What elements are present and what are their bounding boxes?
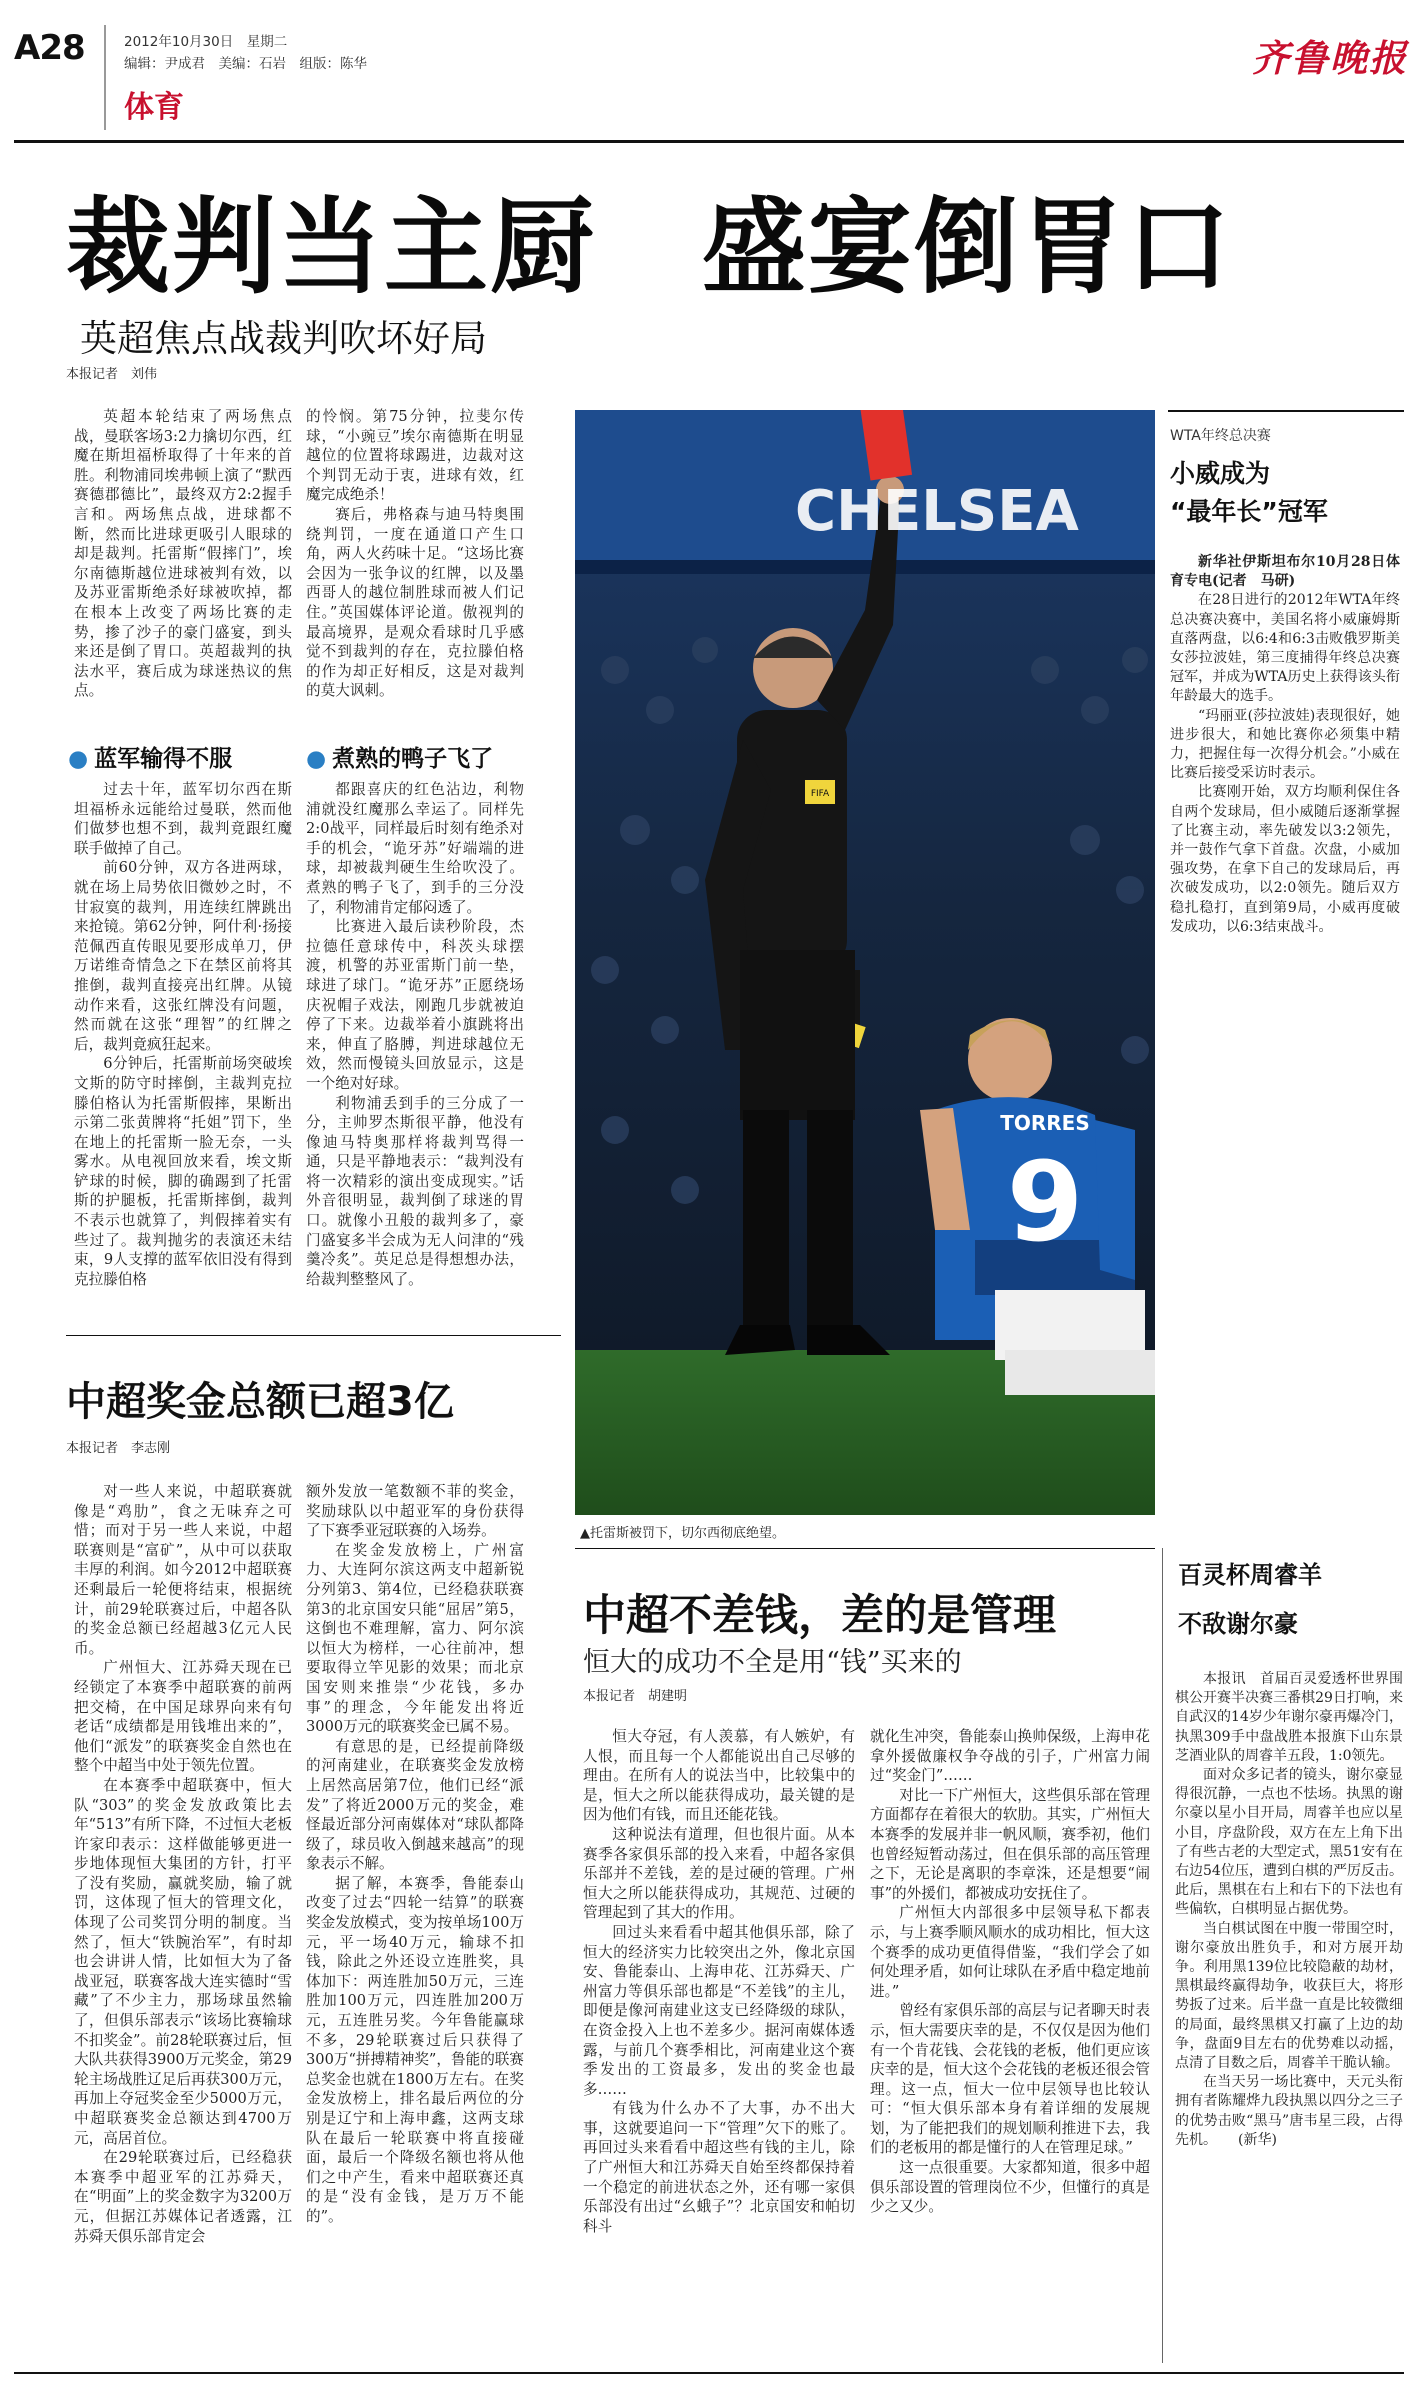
paragraph: 据了解，本赛季，鲁能泰山改变了过去“四轮一结算”的联赛奖金发放模式，变为按单场100万元，平一场40万元，输球不扣钱，除此之外还设立连胜奖，具体加下：两连胜加50万元，三连胜加100万元，四连胜加200万元，五连胜另奖。今年鲁能赢球不多，29轮联赛过后只获得了300万“拼搏精神奖”，鲁能的联赛总奖金也就在1800万左右。在奖金发放榜上，排名最后两位的分别是辽宁和上海申鑫，这两支球队在最后一轮联赛中将直接碰面，最后一个降级名额也将从他们之中产生，看来中超联赛还真的是“没有金钱，是万万不能的”。 [306,1874,524,2225]
wta-top-rule [1168,410,1404,412]
stadium-banner: CHELSEA [795,479,1079,544]
paragraph: 额外发放一笔数额不菲的奖金，奖励球队以中超亚军的身份获得了下赛季亚冠联赛的入场券。 [306,1483,524,1540]
svg-text:FIFA: FIFA [810,789,830,799]
dateline: 新华社伊斯坦布尔10月28日体育专电(记者 马研) [1170,554,1400,590]
paragraph: 广州恒大、江苏舜天现在已经锁定了本赛季中超联赛的前两把交椅，在中国足球界向来有句老话“成绩都是用钱堆出来的”，他们“派发”的联赛奖金自然也在整个中超当中处于领先位置。 [74,1659,292,1775]
paragraph: 对比一下广州恒大，这些俱乐部在管理方面都存在着很大的软肋。其实，广州恒大本赛季的发展并非一帆风顺，赛季初，他们也曾经短暂动荡过，但在俱乐部的高压管理之下，无论是离职的李章洙，还是想要“闹事”的外援们，都被成功安抚住了。 [870,1786,1150,1902]
mgmt-subtitle: 恒大的成功不全是用“钱”买来的 [583,1647,962,1678]
paragraph: 在本赛季中超联赛中，恒大队“303”的奖金发放政策比去年“513”有所下降，不过恒大老板许家印表示：这样做能够更进一步地体现恒大集团的方针，打平了没有奖励，赢就奖励，输了就罚，这体现了恒大的管理文化，体现了公司奖罚分明的制度。当然了，恒大“铁腕治军”，有时却也会讲讲人情，比如恒大为了备战亚冠，联赛客战大连实德时“雪藏”了不少主力，那场球虽然输了，但俱乐部表示“该场比赛输球不扣奖金”。前28轮联赛过后，恒大队共获得3900万元奖金，第29轮主场战胜辽足后再获300万元，再加上夺冠奖金至少5000万元，中超联赛奖金总额达到4700万元，高居首位。 [74,1776,292,2147]
wta-title-line-2: “最年长”冠军 [1170,497,1328,526]
paragraph: 的怜悯。第75分钟，拉斐尔传球，“小豌豆”埃尔南德斯在明显越位的位置将球踢进，边裁对这个判罚无动于衷，进球有效，红魔完成绝杀！ [306,408,524,504]
bullet-icon: ● [306,746,327,772]
wta-title-line-1: 小威成为 [1170,459,1271,488]
csl-column-2 [306,1482,524,2362]
paragraph: 对一些人来说，中超联赛就像是“鸡肋”，食之无味弃之可惜；而对于另一些人来说，中超联赛则是“富矿”，从中可以获取丰厚的利润。如今2012中超联赛还剩最后一轮便将结束，根据统计，前29轮联赛过后，中超各队的奖金总额已经超越3亿元人民币。 [74,1483,292,1657]
paragraph: 面对众多记者的镜头，谢尔豪显得很沉静，一点也不怯场。执黑的谢尔豪以星小目开局，周睿羊也应以星小目，序盘阶段，双方在左上角下出了有些古老的大型定式，黑51安有在右边54位压，遭到白棋的严厉反击。此后，黑棋在右上和右下的下法也有些偏软，白棋明显占据优势。 [1175,1767,1403,1918]
paragraph: 当白棋试图在中腹一带围空时，谢尔豪放出胜负手，和对方展开劫争。利用黑139位比较隐蔽的劫材，黑棋最终赢得劫争，收获巨大，将形势扳了过来。后半盘一直是比较微细的局面，最终黑棋又打赢了上边的劫争，盘面9目左右的优势难以动摇，点清了目数之后，周睿羊干脆认输。 [1175,1920,1403,2072]
mgmt-title: 中超不差钱，差的是管理 [583,1591,1056,1641]
issue-date: 2012年10月30日 星期二 [124,34,288,50]
mgmt-divider [575,1548,1155,1549]
match-photo [575,410,1155,1515]
paragraph: 前60分钟，双方各进两球，就在场上局势依旧微妙之时，不甘寂寞的裁判，用连续红牌跳出来抢镜。第62分钟，阿什利·扬接范佩西直传眼见要形成单刀，伊万诺维奇情急之下在禁区前将其推倒，裁判直接亮出红牌。从镜动作来看，这张红牌没有问题，然而就在这张“理智”的红牌之后，裁判竟疯狂起来。 [74,859,292,1053]
brand-logo: 齐鲁晚报 [1252,36,1408,80]
wta-kicker: WTA年终总决赛 [1170,428,1271,444]
lead-section-1-text [74,780,292,1323]
editor-credits: 编辑：尹成君 美编：石岩 组版：陈华 [124,56,367,72]
paragraph: 英超本轮结束了两场焦点战，曼联客场3:2力擒切尔西，红魔在斯坦福桥取得了十年来的首胜。利物浦同埃弗顿上演了“默西赛德郡德比”，最终双方2:2握手言和。两场焦点战，进球都不断，然而比进球更吸引人眼球的却是裁判。托雷斯“假摔门”，埃尔南德斯越位进球被判有效，以及苏亚雷斯绝杀好球被吹掉，都在根本上改变了两场比赛的走势，掺了沙子的豪门盛宴，到头来还是倒了胃口。英超裁判的执法水平，赛后成为球迷热议的焦点。 [74,408,292,700]
paragraph: 这一点很重要。大家都知道，很多中超俱乐部设置的管理岗位不少，但懂行的真是少之又少。 [870,2159,1150,2216]
subsection-title: 蓝军输得不服 [94,746,233,772]
paragraph: 本报讯 首届百灵爱透杯世界围棋公开赛半决赛三番棋29日打响，来自武汉的14岁少年谢尔豪再爆冷门，执黑309手中盘战胜本报旗下山东景芝酒业队的周睿羊五段，1:0领先。 [1175,1671,1403,1764]
csl-title: 中超奖金总额已超3亿 [66,1379,454,1425]
masthead-divider [104,25,106,130]
chess-title-line-1: 百灵杯周睿羊 [1178,1561,1322,1589]
paragraph: 广州恒大内部很多中层领导私下都表示，与上赛季顺风顺水的成功相比，恒大这个赛季的成功更值得借鉴，“我们学会了如何处理矛盾，如何让球队在矛盾中稳定地前进。” [870,1904,1150,2000]
wta-body [1170,553,1400,1123]
shirt-number: 9 [1006,1138,1084,1266]
subsection-title: 煮熟的鸭子飞了 [332,746,494,772]
csl-column-1 [74,1482,292,2362]
lead-subtitle: 英超焦点战裁判吹坏好局 [80,317,487,360]
subsection-heading-1 [68,740,232,773]
lead-byline: 本报记者 刘伟 [66,367,158,382]
paragraph: 这种说法有道理，但也很片面。从本赛季各家俱乐部的投入来看，中超各家俱乐部并不差钱，差的是过硬的管理。广州恒大之所以能获得成功，其规范、过硬的管理起到了其大的作用。 [583,1825,855,1922]
paragraph: 利物浦丢到手的三分成了一分，主帅罗杰斯很平静，他没有像迪马特奥那样将裁判骂得一通，只是平静地表示：“裁判没有将一次精彩的演出变成现实。”话外音很明显，裁判倒了球迷的胃口。就像小丑般的裁判多了，豪门盛宴多半会成为无人问津的“残羹冷炙”。英足总是得想想办法，给裁判整整风了。 [306,1094,524,1288]
paragraph: 过去十年，蓝军切尔西在斯坦福桥永远能给过曼联，然而他们做梦也想不到，裁判竟跟红魔联手做掉了自己。 [74,781,292,857]
paragraph: 6分钟后，托雷斯前场突破埃文斯的防守时摔倒，主裁判克拉滕伯格认为托雷斯假摔，果断出示第二张黄牌将“托姐”罚下，坐在地上的托雷斯一脸无奈，一头雾水。从电视回放来看，埃文斯铲球的时候，脚的确踢到了托雷斯的护腿板，托雷斯摔倒，裁判不表示也就算了，判假摔着实有些过了。裁判抛劣的表演还未结束，9人支撑的蓝军依旧没有得到克拉滕伯格 [74,1055,292,1288]
paragraph: 恒大夺冠，有人羡慕，有人嫉妒，有人恨，而且每一个人都能说出自己尽够的理由。在所有人的说法当中，比较集中的是，恒大之所以能获得成功，最关键的是因为他们有钱，而且还能花钱。 [583,1728,855,1824]
chess-side-rule [1162,1548,1163,2363]
page-number: A28 [14,28,85,68]
mgmt-column-1 [583,1727,855,2367]
lead-column-2 [306,407,524,737]
bullet-icon: ● [68,746,89,772]
paragraph: 有意思的是，已经提前降级的河南建业，在联赛奖金发放榜上居然高居第7位，他们已经“派发”了将近2000万元的奖金，难怪最近部分河南媒体对“球队都降级了，球员收入倒越来越高”的现象表示不解。 [306,1737,524,1873]
paragraph: 曾经有家俱乐部的高层与记者聊天时表示，恒大需要庆幸的是，不仅仅是因为他们有一个肯花钱、会花钱的老板，他们更应该庆幸的是，恒大这个会花钱的老板还很会管理。这一点，恒大一位中层领导也比较认可：“恒大俱乐部本身有着详细的发展规划，为了能把我们的规划顺利推进下去，我们的老板用的都是懂行的人在管理足球。” [870,2002,1150,2157]
paragraph: 比赛刚开始，双方均顺利保住各自两个发球局，但小威随后逐渐掌握了比赛主动，率先破发以3:2领先，并一鼓作气拿下首盘。次盘，小威加强攻势，在拿下自己的发球局后，再次破发成功，以2:0领先。随后双方稳扎稳打，直到第9局，小威再度破发成功，以6:3结束战斗。 [1170,784,1400,935]
paragraph: 在29轮联赛过后，已经稳获本赛季中超亚军的江苏舜天，在“明面”上的奖金数字为3200万元，但据江苏媒体记者透露，江苏舜天俱乐部肯定会 [74,2149,292,2245]
csl-divider [66,1335,561,1336]
paragraph: 比赛进入最后读秒阶段，杰拉德任意球传中，科茨头球摆渡，机警的苏亚雷斯门前一垫，球进了球门。“诡牙苏”正愿绕场庆祝帽子戏法，刚跑几步就被迫停了下来。边裁举着小旗跳将出来，伸直了胳膊，判进球越位无效，然而慢镜头回放显示，这是一个绝对好球。 [306,918,524,1092]
paragraph: 回过头来看看中超其他俱乐部，除了恒大的经济实力比较突出之外，像北京国安、鲁能泰山、上海申花、江苏舜天、广州富力等俱乐部也都是“不差钱”的主儿，即便是像河南建业这支已经降级的球队，在资金投入上也不差多少。据河南媒体透露，与前几个赛季相比，河南建业这个赛季发出的工资最多，发出的奖金也最多…… [583,1923,855,2098]
paragraph: 就化生冲突，鲁能泰山换帅保级，上海申花拿外援做廉权争夺战的引子，广州富力闹过“奖金门”…… [870,1728,1150,1785]
lead-headline: 裁判当主厨 盛宴倒胃口 [66,186,1233,308]
shirt-name: TORRES [1000,1111,1090,1135]
top-rule [14,140,1404,143]
paragraph: 赛后，弗格森与迪马特奥围绕判罚，一度在通道口产生口角，两人火药味十足。“这场比赛会因为一张争议的红牌，以及墨西哥人的越位制胜球而被人们记住。”英国媒体评论道。傲视判的最高境界，是观众看球时几乎感觉不到裁判的存在，克拉滕伯格的作为却正好相反，这是对裁判的莫大讽刺。 [306,505,524,700]
lead-section-2-text [306,780,524,1323]
section-label: 体育 [124,90,184,125]
csl-byline: 本报记者 李志刚 [66,1441,171,1456]
mgmt-column-2 [870,1727,1150,2367]
lead-column-1 [74,407,292,737]
paragraph: “玛丽亚(莎拉波娃)表现很好，她进步很大，和她比赛你必须集中精力，把握住每一次得分机会。”小威在比赛后接受采访时表示。 [1170,707,1400,782]
subsection-heading-2 [306,740,493,773]
bottom-rule [14,2372,1404,2374]
photo-caption: ▲托雷斯被罚下，切尔西彻底绝望。 [580,1526,785,1541]
chess-body [1175,1670,1403,2365]
paragraph: 在奖金发放榜上，广州富力、大连阿尔滨这两支中超新锐分列第3、第4位，已经稳获联赛第3的北京国安只能“屈居”第5，这倒也不难理解，富力、阿尔滨以恒大为榜样，一心往前冲，想要取得立竿见影的效果；而北京国安则来推崇“少花钱，多办事”的理念，今年能发出将近3000万元的联赛奖金已属不易。 [306,1541,524,1736]
paragraph: 都跟喜庆的红色沾边，利物浦就没红魔那么幸运了。同样先2:0战平，同样最后时刻有绝杀对手的机会，“诡牙苏”好端端的进球，却被裁判硬生生给吹没了。煮熟的鸭子飞了，到手的三分没了，利物浦肯定郁闷透了。 [306,781,524,916]
paragraph: 在28日进行的2012年WTA年终总决赛决赛中，美国名将小威廉姆斯直落两盘，以6:4和6:3击败俄罗斯美女莎拉波娃，第三度捕得年终总决赛冠军，并成为WTA历史上获得该头衔年龄最大的选手。 [1170,592,1400,705]
paragraph: 有钱为什么办不了大事，办不出大事，这就要追问一下“管理”欠下的账了。再回过头来看看中超这些有钱的主儿，除了广州恒大和江苏舜天自始至终都保持着一个稳定的前进状态之外，还有哪一家俱乐部没有出过“幺蛾子”？北京国安和帕切科斗 [583,2100,855,2235]
mgmt-byline: 本报记者 胡建明 [583,1689,688,1704]
photo-illustration [575,410,1155,1515]
paragraph: 在当天另一场比赛中，天元头衔拥有者陈耀烨九段执黑以四分之三子的优势击败“黑马”唐韦星三段，占得先机。 (新华) [1175,2074,1403,2148]
chess-title-line-2: 不敌谢尔豪 [1178,1610,1298,1638]
